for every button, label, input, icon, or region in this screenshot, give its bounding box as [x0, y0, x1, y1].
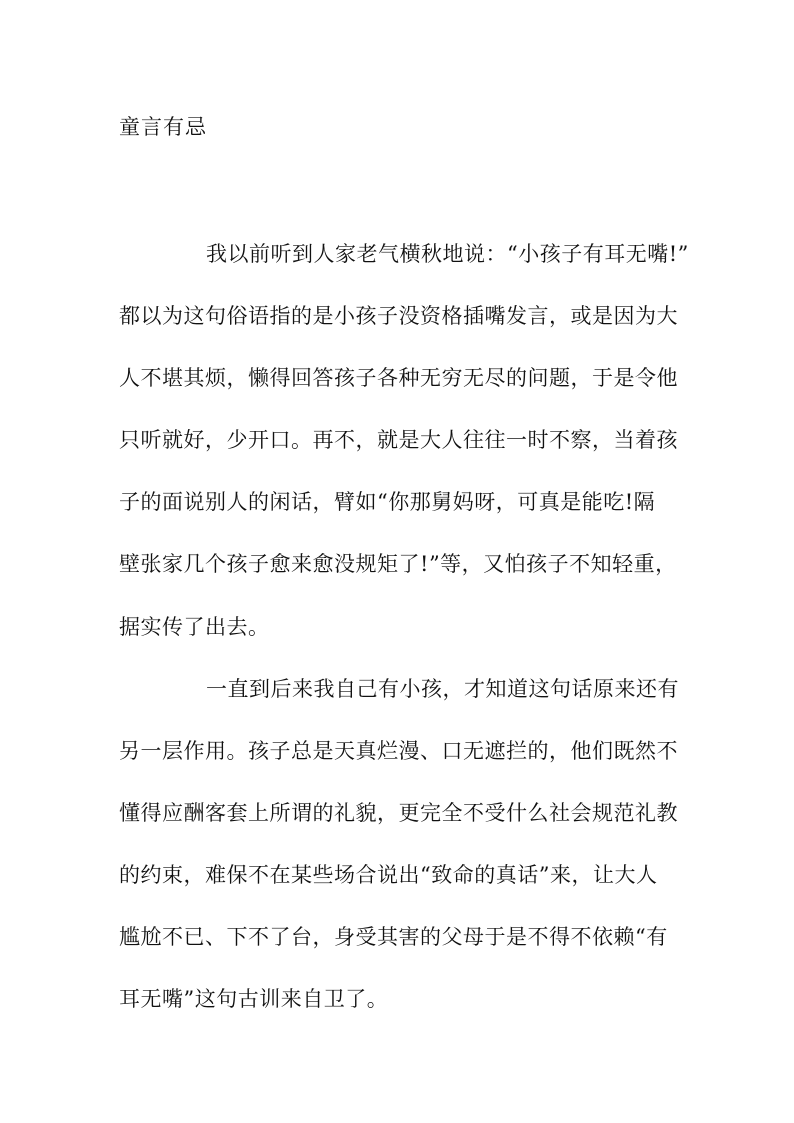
paragraph-line: 人不堪其烦，懒得回答孩子各种无穷无尽的问题，于是令他: [119, 366, 678, 390]
paragraph-line: 的约束，难保不在某些场合说出“致命的真话”来，让大人: [119, 863, 658, 887]
paragraph-line: 另一层作用。孩子总是天真烂漫、口无遮拦的，他们既然不: [119, 739, 678, 763]
paragraph-line: 我以前听到人家老气横秋地说：“小孩子有耳无嘴!”: [206, 242, 689, 266]
paragraph-line: 尴尬不已、下不了台，身受其害的父母于是不得不依赖“有: [119, 925, 668, 949]
paragraph-line: 子的面说别人的闲话，臂如“你那舅妈呀，可真是能吃!隔: [119, 490, 656, 514]
paragraph-line: 只听就好，少开口。再不，就是大人往往一时不察，当着孩: [119, 428, 678, 452]
paragraph-line: 耳无嘴”这句古训来自卫了。: [119, 987, 389, 1011]
document-title: 童言有忌: [119, 115, 207, 139]
paragraph-line: 都以为这句俗语指的是小孩子没资格插嘴发言，或是因为大: [119, 304, 678, 328]
paragraph-line: 据实传了出去。: [119, 615, 270, 639]
paragraph-line: 懂得应酬客套上所谓的礼貌，更完全不受什么社会规范礼教: [119, 801, 678, 825]
paragraph-line: 一直到后来我自己有小孩，才知道这句话原来还有: [206, 677, 679, 701]
paragraph-line: 壁张家几个孩子愈来愈没规矩了!”等，又怕孩子不知轻重，: [119, 552, 677, 576]
